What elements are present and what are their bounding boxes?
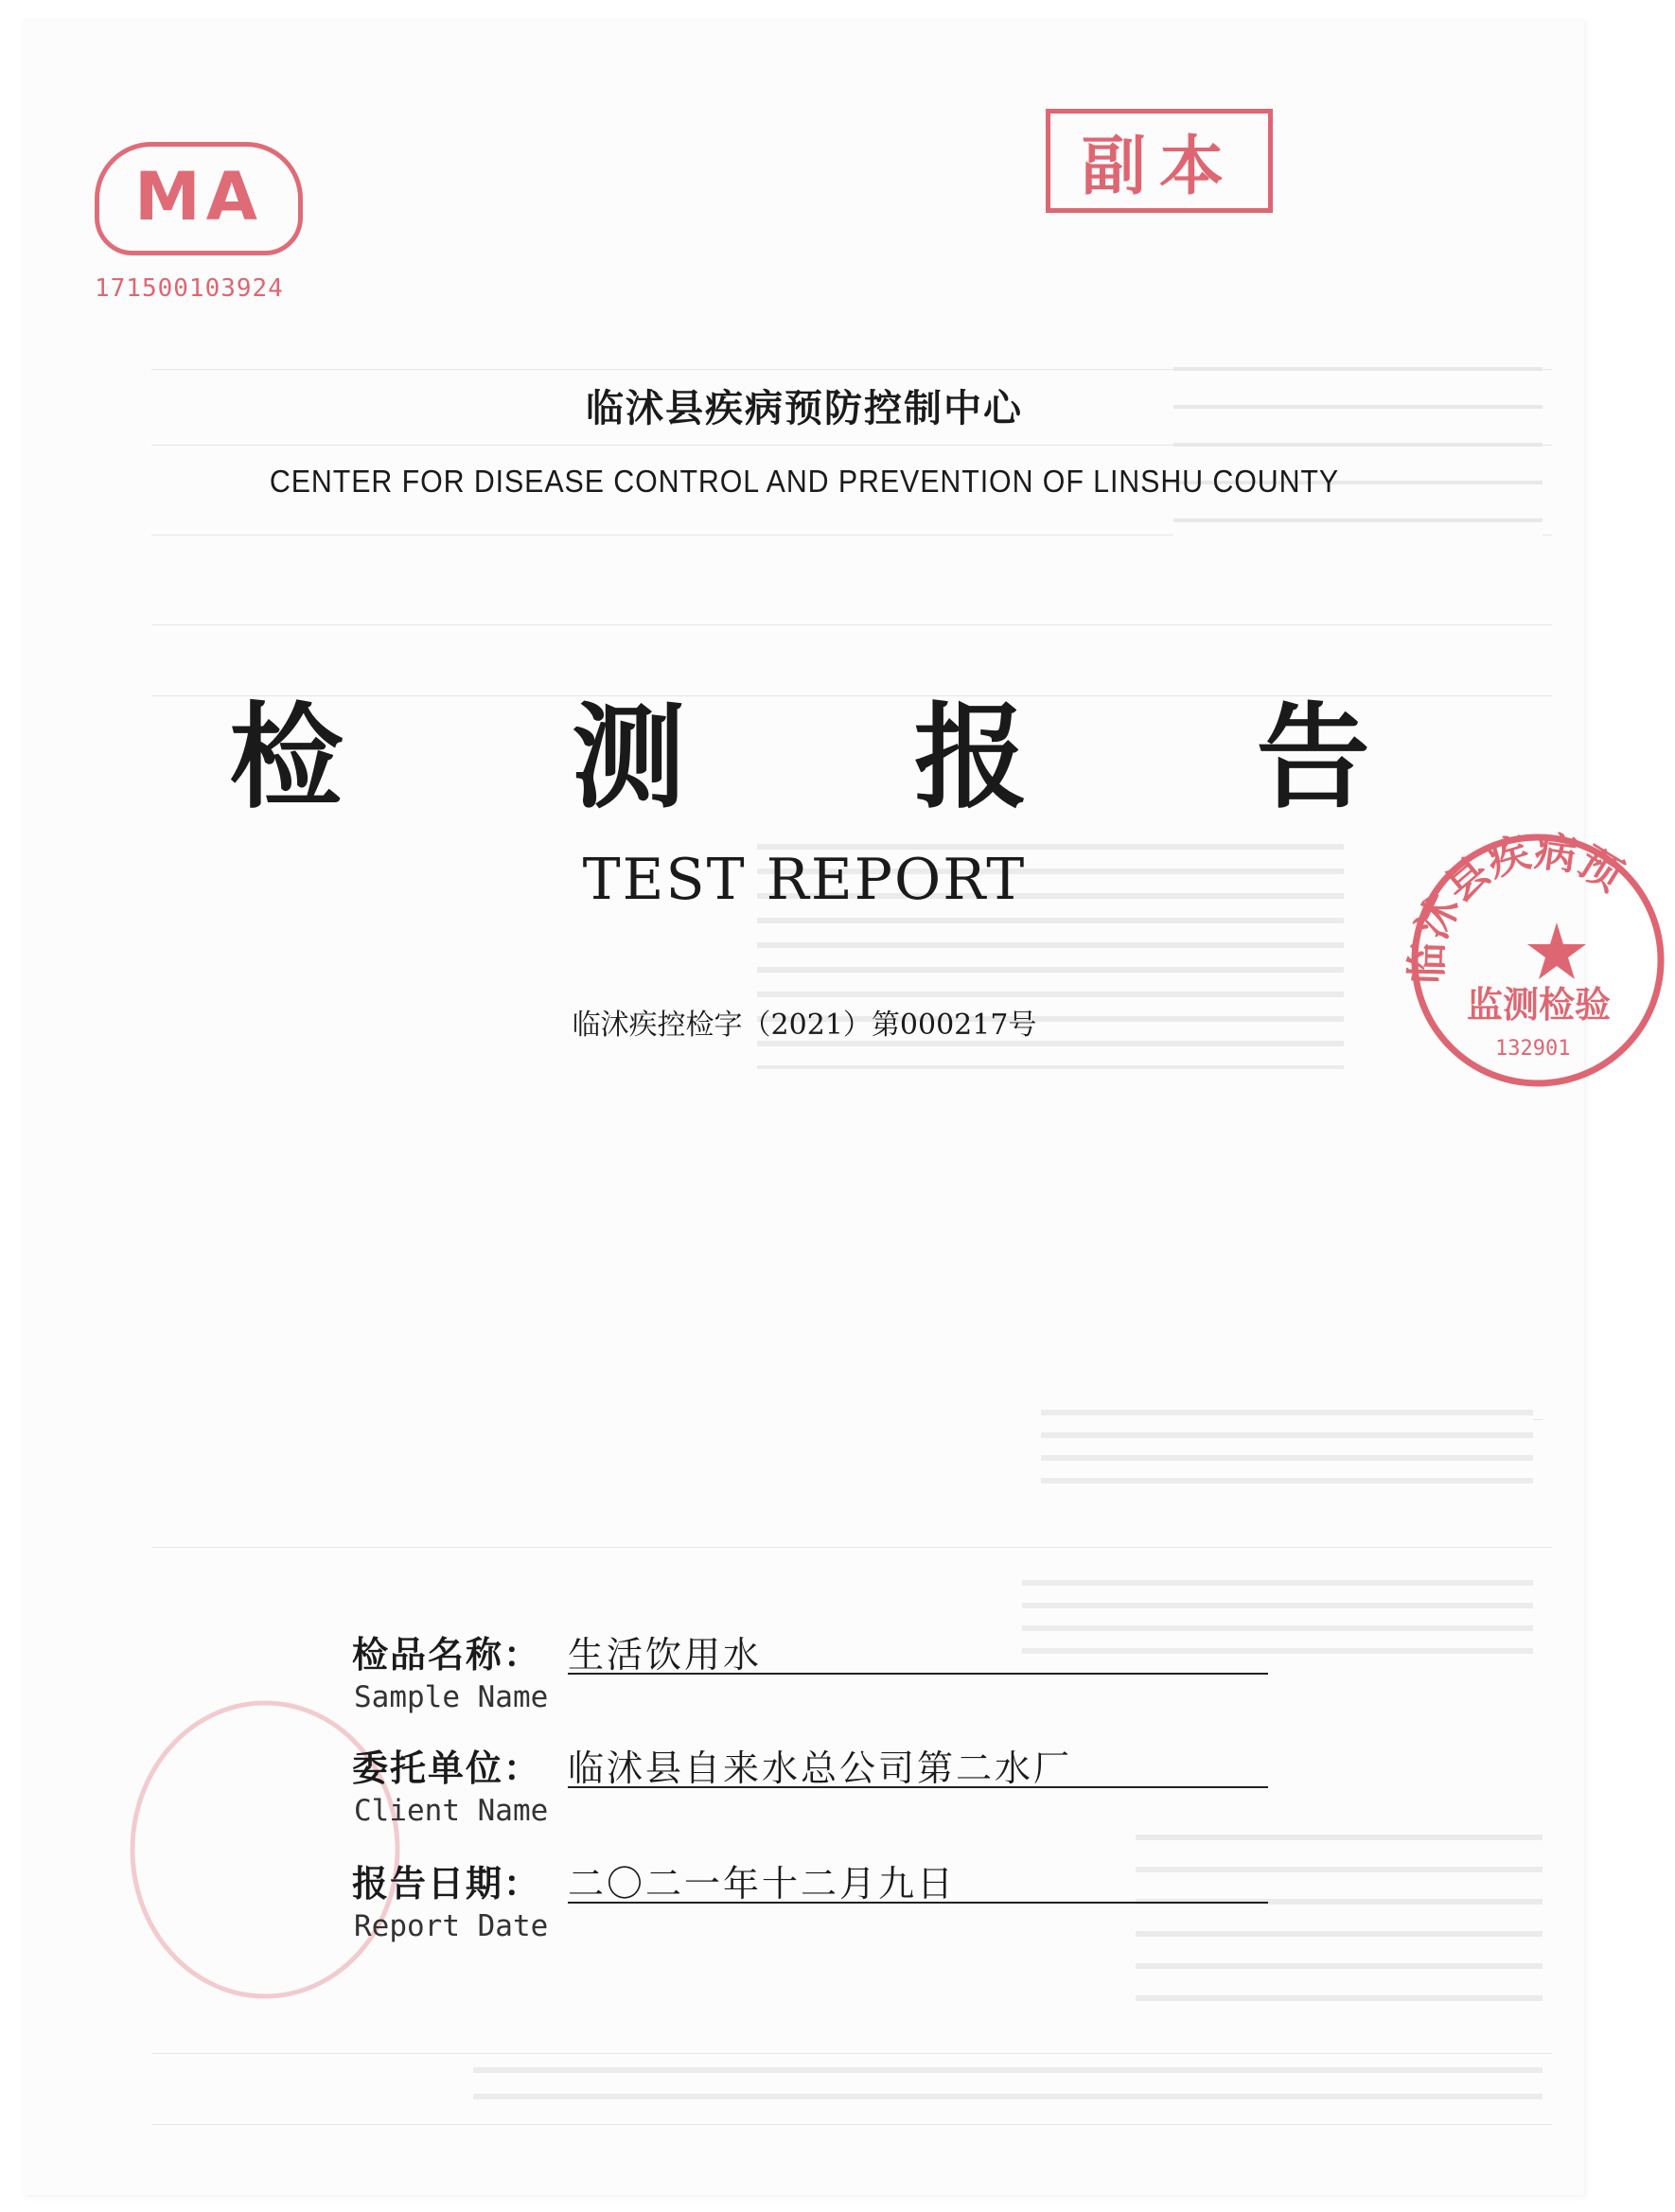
report-date-label-en: Report Date — [354, 1909, 549, 1943]
sample-name-label: 检品名称： — [352, 1633, 542, 1676]
organization-name-cn: 临沭县疾病预防控制中心 — [586, 386, 1023, 430]
seal-number: 132901 — [1495, 1037, 1571, 1061]
report-title-cn: 检 测 报 告 — [229, 691, 1465, 824]
client-name-label-en: Client Name — [354, 1794, 549, 1828]
report-number: 临沭疾控检字（2021）第000217号 — [572, 1009, 1037, 1042]
sample-name-label-en: Sample Name — [354, 1680, 549, 1714]
client-name-label: 委托单位： — [352, 1747, 542, 1789]
client-name-value: 临沭县自来水总公司第二水厂 — [568, 1739, 1268, 1788]
seal-star-icon — [1527, 922, 1586, 979]
cma-stamp — [95, 142, 303, 255]
report-date-label: 报告日期： — [352, 1862, 542, 1905]
organization-name-en: CENTER FOR DISEASE CONTROL AND PREVENTION OF LINSHU COUNTY — [269, 464, 1340, 499]
seal-lower-text: 监测检验 — [1467, 983, 1612, 1026]
report-date-value: 二〇二一年十二月九日 — [568, 1854, 1268, 1904]
cma-stamp-number: 171500103924 — [95, 274, 284, 303]
copy-stamp: 副本 — [1046, 109, 1273, 213]
seal-arc-text: 临沭县疾病预 — [1402, 827, 1631, 985]
sample-name-value: 生活饮用水 — [568, 1625, 1268, 1675]
report-title-en: TEST REPORT — [582, 847, 1027, 913]
cma-stamp-letters: MA — [134, 158, 263, 236]
